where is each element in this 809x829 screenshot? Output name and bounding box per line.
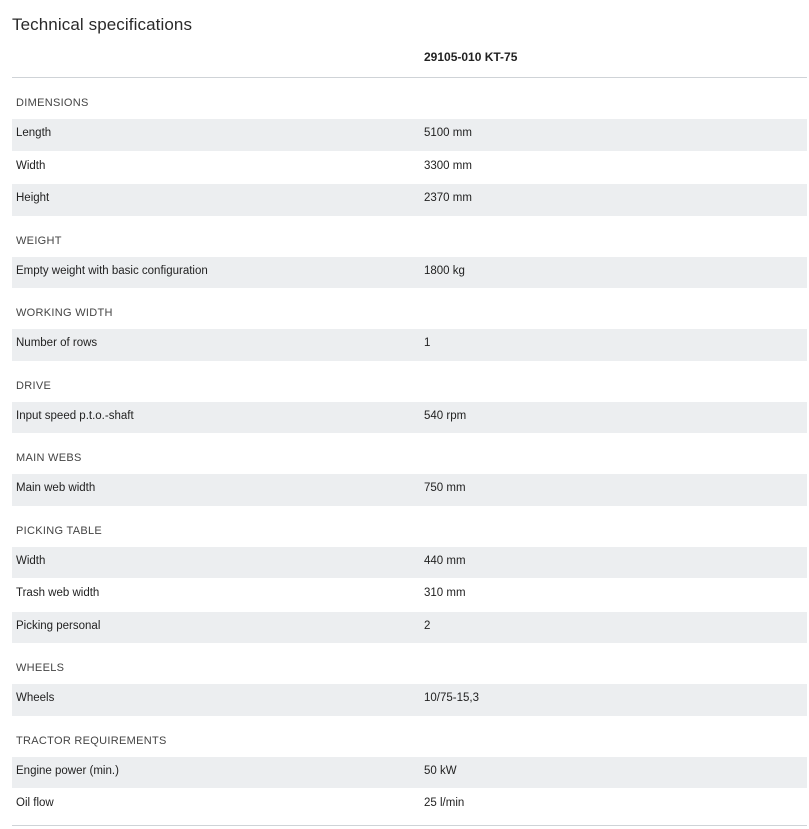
section-header [12, 643, 807, 683]
table-row [12, 756, 807, 789]
spec-label: Input speed p.t.o.-shaft [16, 409, 134, 422]
table-row [12, 328, 807, 361]
section-title: WHEELS [16, 662, 65, 674]
table-row [12, 118, 807, 151]
section-header [12, 216, 807, 256]
spec-table-body [12, 78, 807, 821]
spec-label: Engine power (min.) [16, 764, 119, 777]
section-title: DIMENSIONS [16, 97, 89, 109]
page-title: Technical specifications [12, 15, 193, 35]
spec-value: 2370 mm [424, 192, 472, 204]
spec-label: Length [16, 127, 52, 139]
spec-value: 750 mm [424, 482, 466, 494]
table-row [12, 401, 807, 434]
spec-value: 1 [424, 337, 431, 349]
section-title: TRACTOR REQUIREMENTS [16, 734, 167, 747]
table-row [12, 578, 807, 611]
spec-value: 1800 kg [424, 264, 465, 277]
section-title: WEIGHT [16, 234, 62, 247]
spec-label: Picking personal [16, 619, 101, 632]
spec-value: 5100 mm [424, 127, 472, 139]
spec-label: Wheels [16, 692, 55, 704]
spec-section [12, 78, 807, 216]
spec-section [12, 288, 807, 361]
section-header [12, 433, 807, 473]
table-row [12, 256, 807, 289]
spec-value: 2 [424, 619, 431, 632]
section-title: PICKING TABLE [16, 524, 103, 537]
bottom-divider [12, 825, 807, 826]
spec-value: 3300 mm [424, 159, 472, 172]
spec-table [12, 38, 807, 821]
table-row [12, 473, 807, 506]
spec-section [12, 643, 807, 716]
spec-section [12, 216, 807, 289]
section-title: WORKING WIDTH [16, 307, 113, 319]
spec-section [12, 433, 807, 506]
table-row [12, 611, 807, 644]
spec-label: Empty weight with basic configuration [16, 264, 208, 277]
spec-section [12, 716, 807, 821]
model-column-header: 29105-010 KT-75 [424, 50, 518, 64]
spec-label: Oil flow [16, 797, 54, 809]
section-title: DRIVE [16, 379, 52, 392]
spec-value: 10/75-15,3 [424, 692, 479, 704]
spec-label: Width [16, 554, 46, 567]
spec-label: Number of rows [16, 337, 98, 349]
table-row [12, 788, 807, 821]
spec-value: 310 mm [424, 587, 466, 599]
spec-value: 25 l/min [424, 797, 465, 809]
spec-value: 50 kW [424, 764, 457, 777]
spec-label: Height [16, 192, 50, 204]
section-header [12, 288, 807, 328]
table-row [12, 683, 807, 716]
section-title: MAIN WEBS [16, 452, 82, 464]
table-row [12, 546, 807, 579]
section-header [12, 78, 807, 118]
table-row [12, 183, 807, 216]
section-header [12, 361, 807, 401]
spec-label: Trash web width [16, 587, 100, 599]
table-row [12, 151, 807, 184]
spec-section [12, 361, 807, 434]
table-header [12, 38, 807, 78]
section-header [12, 716, 807, 756]
spec-value: 440 mm [424, 554, 466, 567]
spec-section [12, 506, 807, 644]
spec-label: Main web width [16, 482, 96, 494]
spec-value: 540 rpm [424, 409, 467, 422]
spec-label: Width [16, 159, 46, 172]
section-header [12, 506, 807, 546]
